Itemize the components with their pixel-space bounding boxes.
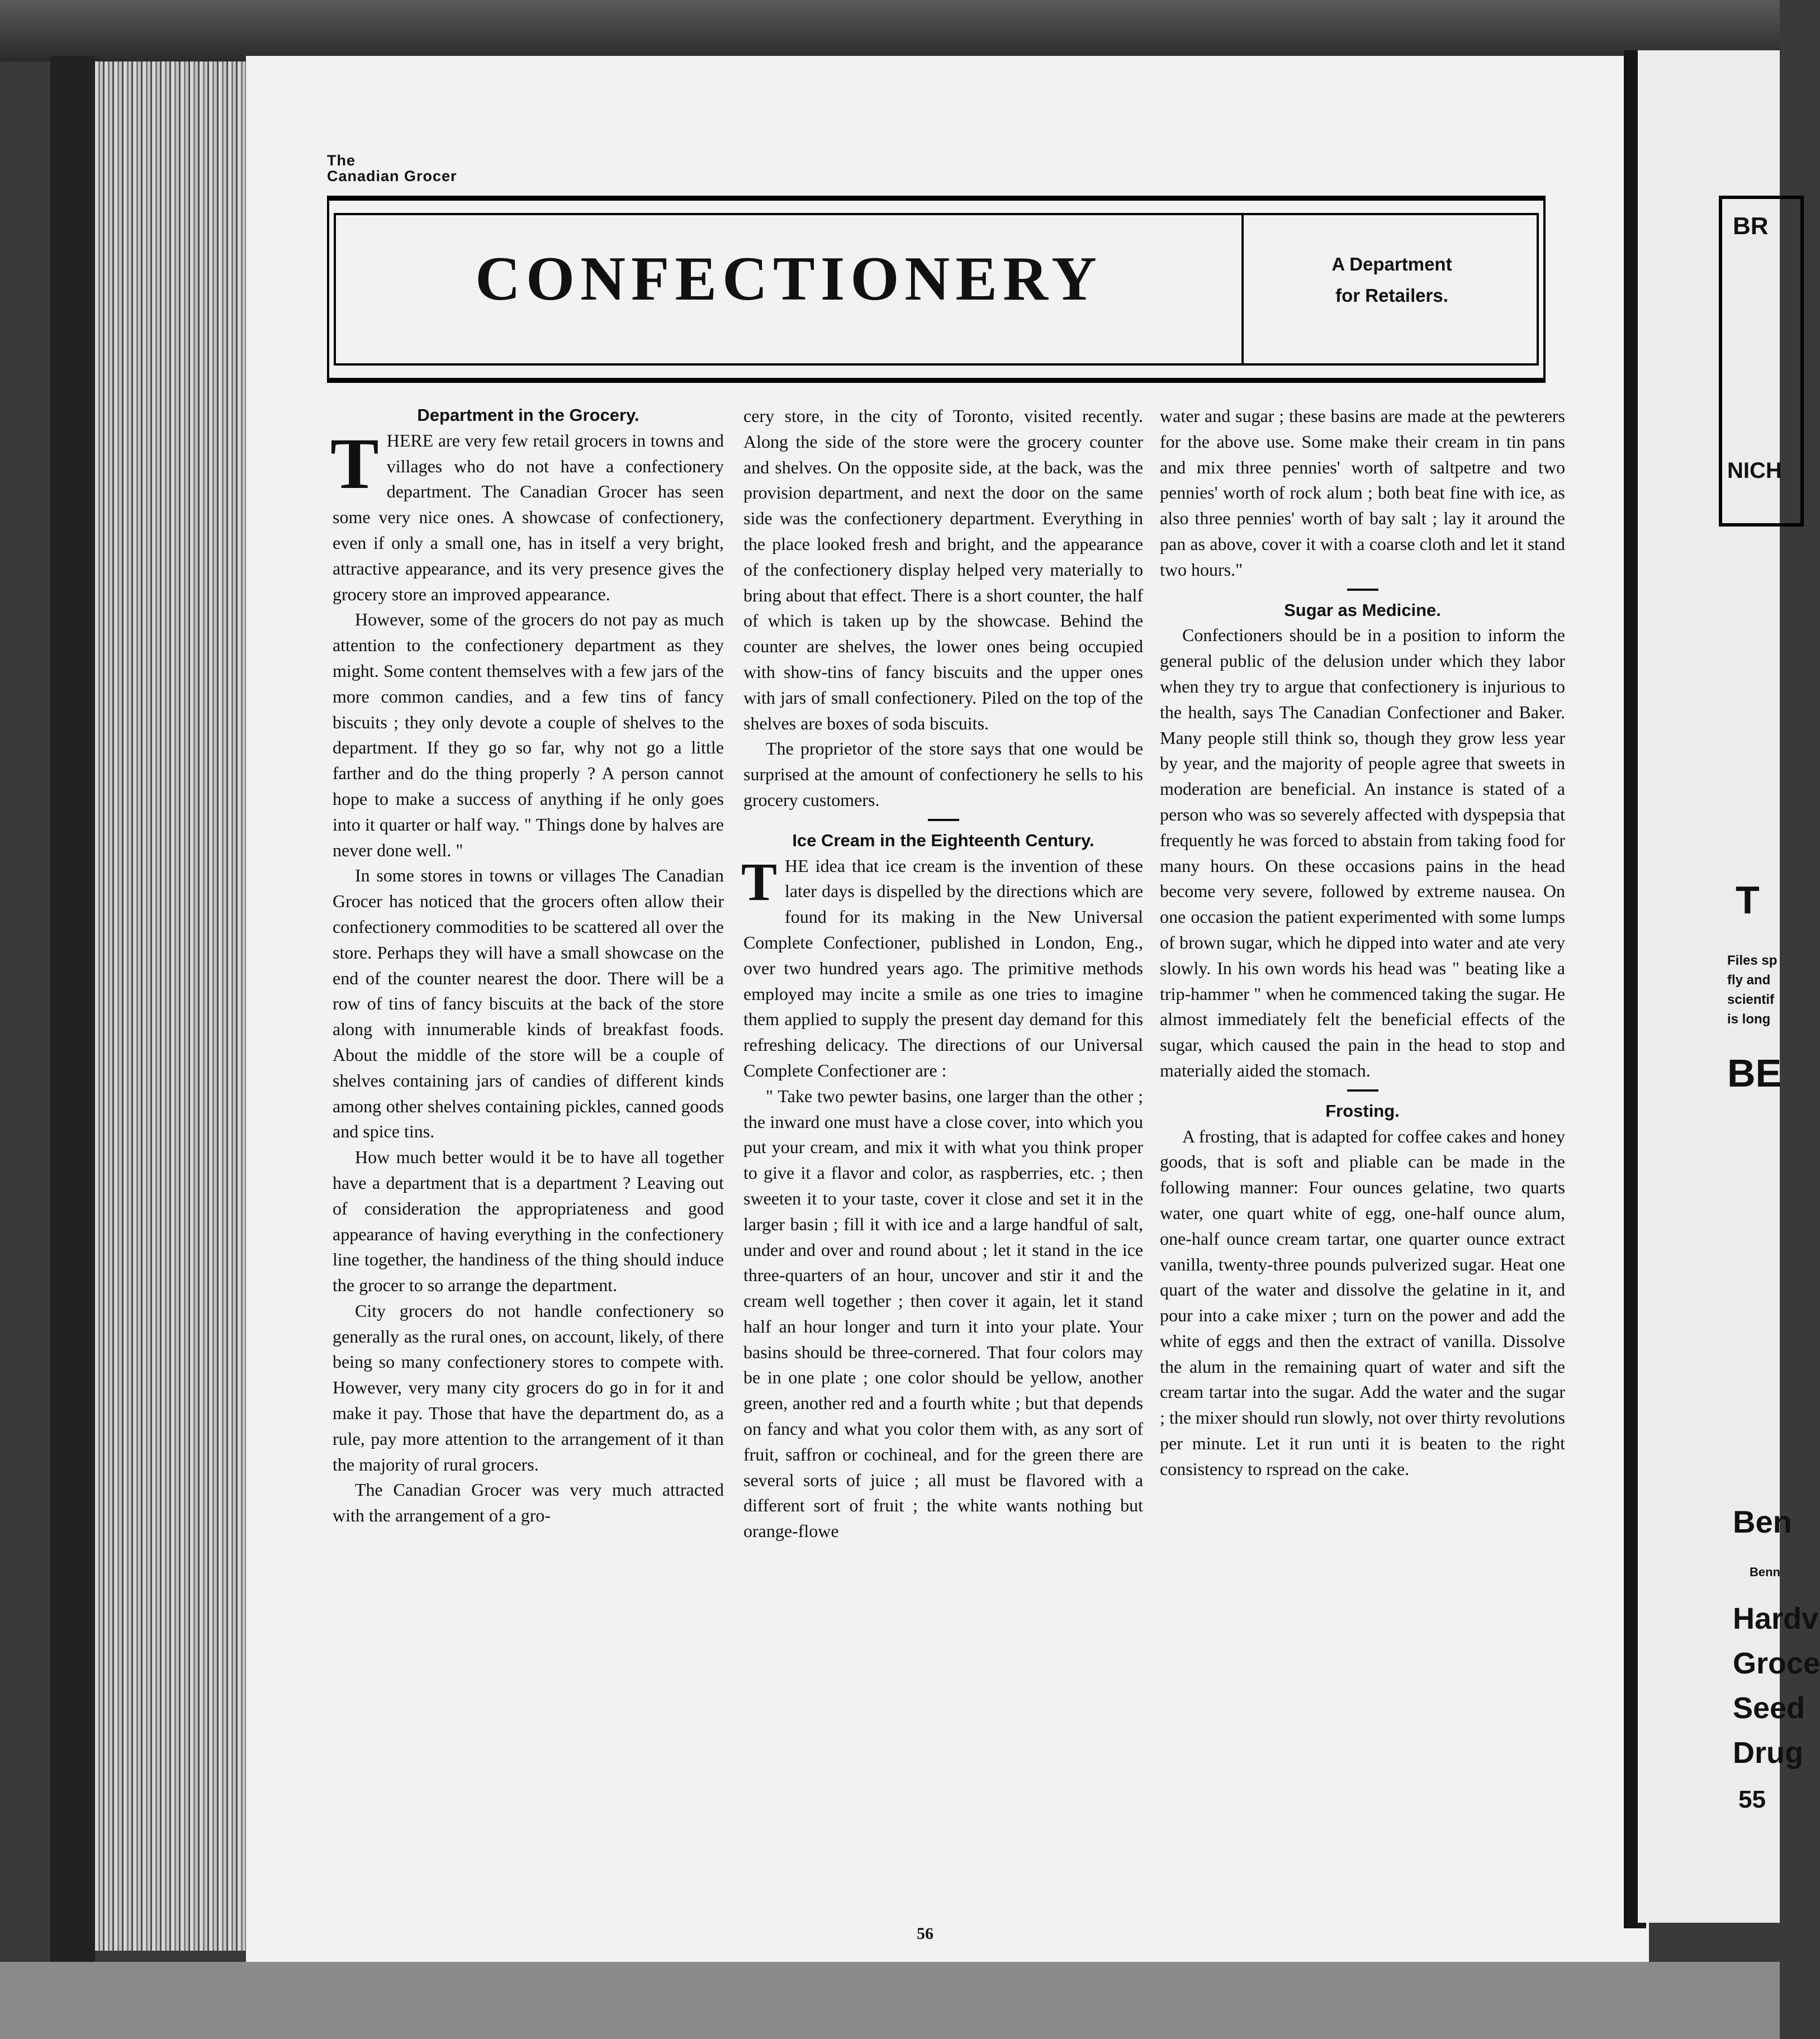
article-paragraph: How much better would it be to have all together have a department that is a department ? Leaving out of consideration the appropriateness and good appearance of having everything in the confectionery line together, the handiness of the thing should induce the grocer to so arrange the department. [333,1147,724,1296]
facing-text: Drug [1733,1736,1803,1770]
page-edges [95,61,252,1951]
paragraph-text: HERE are very few retail grocers in towns and villages who do not have a confectionery department. The Canadian Grocer has seen some very nice ones. A showcase of confectionery, even if only a small one, has in itself a very bright, attractive appearance, and its very presence gives the grocery store an improved appearance. [333,430,724,604]
article-heading: Frosting. [1325,1101,1400,1121]
facing-text: Groce [1733,1647,1820,1680]
book-spine [50,56,95,1967]
facing-text: scientif [1727,992,1775,1007]
running-head-publication: Canadian Grocer [327,168,457,184]
article-paragraph: water and sugar ; these basins are made at the pewterers for the above use. Some make their cream in tin pans and mix three pennies' worth of saltpetre and two pennies' worth of rock alum ; both beat fine with ice, as also three pennies' worth of bay salt ; lay it around the pan as above, cover it with a coarse cloth and let it stand two hours." [1160,406,1565,580]
facing-text: Ben [1733,1504,1792,1539]
section-title: CONFECTIONERY [475,244,1102,314]
department-label-line2: for Retailers. [1335,285,1448,306]
column-1 [330,402,724,1529]
article-paragraph: " Take two pewter basins, one larger than the other ; the inward one must have a close cover, into which you put your cream, and mix it with what you think proper to give it a flavor and color, as raspberries, etc. ; then sweeten it to your taste, cover it close and set it in the larger basin ; fill it with ice and a large handful of salt, under and over and round about ; let it stand in the ice three-quarters of an hour, uncover and stir it and the cream well together ; then cover it again, let it stand half an hour longer and turn it into your plate. Your basins should be three-cornered. That four colors may be in one plate ; one color should be yellow, another green, another red and a fourth white ; but that depends on fancy and what you color them with, as any sort of fruit, saffron or cochineal, and for the green there are several sorts of juice ; all must be flavored with a different sort of fruit ; the white wants nothing but orange-flowe [743,1085,1143,1542]
facing-text: fly and [1727,973,1771,988]
facing-text: BE [1727,1051,1782,1095]
article-paragraph [743,853,1143,1084]
section-rule [1347,1089,1378,1092]
facing-text: T [1736,878,1760,922]
section-rule [928,819,959,821]
article-paragraph: Confectioners should be in a position to inform the general public of the delusion under which they labor when they try to argue that confectionery is injurious to the health, says The Canadian Confectioner and Baker. Many people still think so, though they grow less year by year, and the majority of people agree that sweets in moderation are beneficial. An instance is stated of a person who was so severely affected with dyspepsia that frequently he was forced to abstain from taking food for many hours. On these occasions pains in the head become very severe, followed by extreme nausea. On one occasion the patient experimented with some lumps of brown sugar, which he dipped into water and ate very slowly. In his own words his head was " beating like a trip-hammer " when he commenced taking the sugar. He almost immediately felt the beneficial effects of the sugar, which caused the pain in the head to stop and materially aided the stomach. [1160,625,1565,1080]
page-number: 56 [917,1924,933,1943]
department-label [1247,249,1537,311]
article-paragraph: In some stores in towns or villages The Canadian Grocer has noticed that the grocers often allow their confectionery commodities to be scattered all over the store. Perhaps they will have a small showcase on the end of the counter nearest the door. There will be a row of tins of fancy biscuits at the back of the store along with innumerable kinds of breakfast foods. About the middle of the store will be a couple of shelves containing jars of candies of different kinds among other shelves containing pickles, canned goods and spice tins. [333,865,724,1142]
facing-text: Files sp [1727,953,1778,968]
article-paragraph: City grocers do not handle confectionery so generally as the rural ones, on account, likely, of there being so many confectionery stores to compete with. However, very many city grocers do go in for it and make it pay. Those that have the department do, as a rule, pay more attention to the arrangement of it than the majority of rural grocers. [333,1300,724,1474]
column-3 [1160,404,1565,1482]
running-head [327,153,457,184]
facing-text: NICH [1727,458,1782,483]
article-paragraph: The proprietor of the store says that one would be surprised at the amount of confectionery he sells to his grocery customers. [743,738,1143,810]
department-label-line1: A Department [1331,254,1452,274]
article-heading: Department in the Grocery. [417,405,639,425]
column-2 [743,404,1143,1544]
facing-text: Seed [1733,1691,1805,1725]
article-paragraph: A frosting, that is adapted for coffee cakes and honey goods, that is soft and pliable can be made in the following manner: Four ounces gelatine, two quarts water, one quart white of egg, one-half ounce alum, one-half ounce cream tartar, one quarter ounce extract vanilla, twenty-three pounds pulverized sugar. Heat one quart of the water and dissolve the gelatine in it, and pour into a cake mixer ; turn on the power and add the white of eggs and then the extract of vanilla. Dissolve the alum in the remaining quart of water and sift the cream tartar into the sugar. Add the water and the sugar ; the mixer should run slowly, not over thirty revolutions per minute. Let it run unti it is beaten to the right consistency to rspread on the cake. [1160,1126,1565,1479]
drop-cap: T [741,851,778,912]
facing-text: Benn [1750,1565,1780,1579]
section-header [327,196,1546,383]
scan-bottom-edge [0,1962,1780,2039]
running-head-line1: The [327,152,356,169]
header-divider [1241,215,1244,363]
facing-text: BR [1733,212,1769,240]
article-paragraph: cery store, in the city of Toronto, visited recently. Along the side of the store were the grocery counter and shelves. On the opposite side, at the back, was the provision department, and next the door on the same side was the confectionery department. Everything in the place looked fresh and bright, and the appearance of the confectionery display helped very materially to bring about that effect. There is a short counter, the half of which is taken up by the showcase. Behind the counter are shelves, the lower ones being occupied with show-tins of fancy biscuits and the upper ones with jars of small confectionery. Piled on the top of the shelves are boxes of soda biscuits. [743,406,1143,733]
article-heading: Sugar as Medicine. [1284,600,1441,620]
section-header-frame [334,213,1539,366]
scan-top-edge [0,0,1780,61]
paragraph-text: HE idea that ice cream is the invention of these later days is dispelled by the directions which are found for its making in the New Universal Complete Confectioner, published in London, Eng., over two hundred years ago. The primitive methods employed may incite a smile as one tries to imagine them applied to supply the present day demand for this refreshing delicacy. The directions of our Universal Complete Confectioner are : [743,855,1143,1080]
article-paragraph: The Canadian Grocer was very much attracted with the arrangement of a gro- [333,1480,724,1526]
facing-text: is long [1727,1012,1771,1027]
facing-text: Hardv [1733,1602,1819,1635]
drop-cap: T [330,423,379,504]
section-rule [1347,589,1378,591]
article-paragraph: However, some of the grocers do not pay as much attention to the confectionery department as they might. Some content themselves with a few jars of the more common candies, and a few tins of fancy biscuits ; they only devote a couple of shelves to the department. If they go so far, why not go a little farther and do the thing properly ? A person cannot hope to make a success of anything if he only goes into it quarter or half way. " Things done by halves are never done well. " [333,609,724,860]
article-paragraph [330,423,724,608]
facing-text: 55 [1738,1786,1766,1813]
article-heading: Ice Cream in the Eighteenth Century. [792,830,1094,850]
